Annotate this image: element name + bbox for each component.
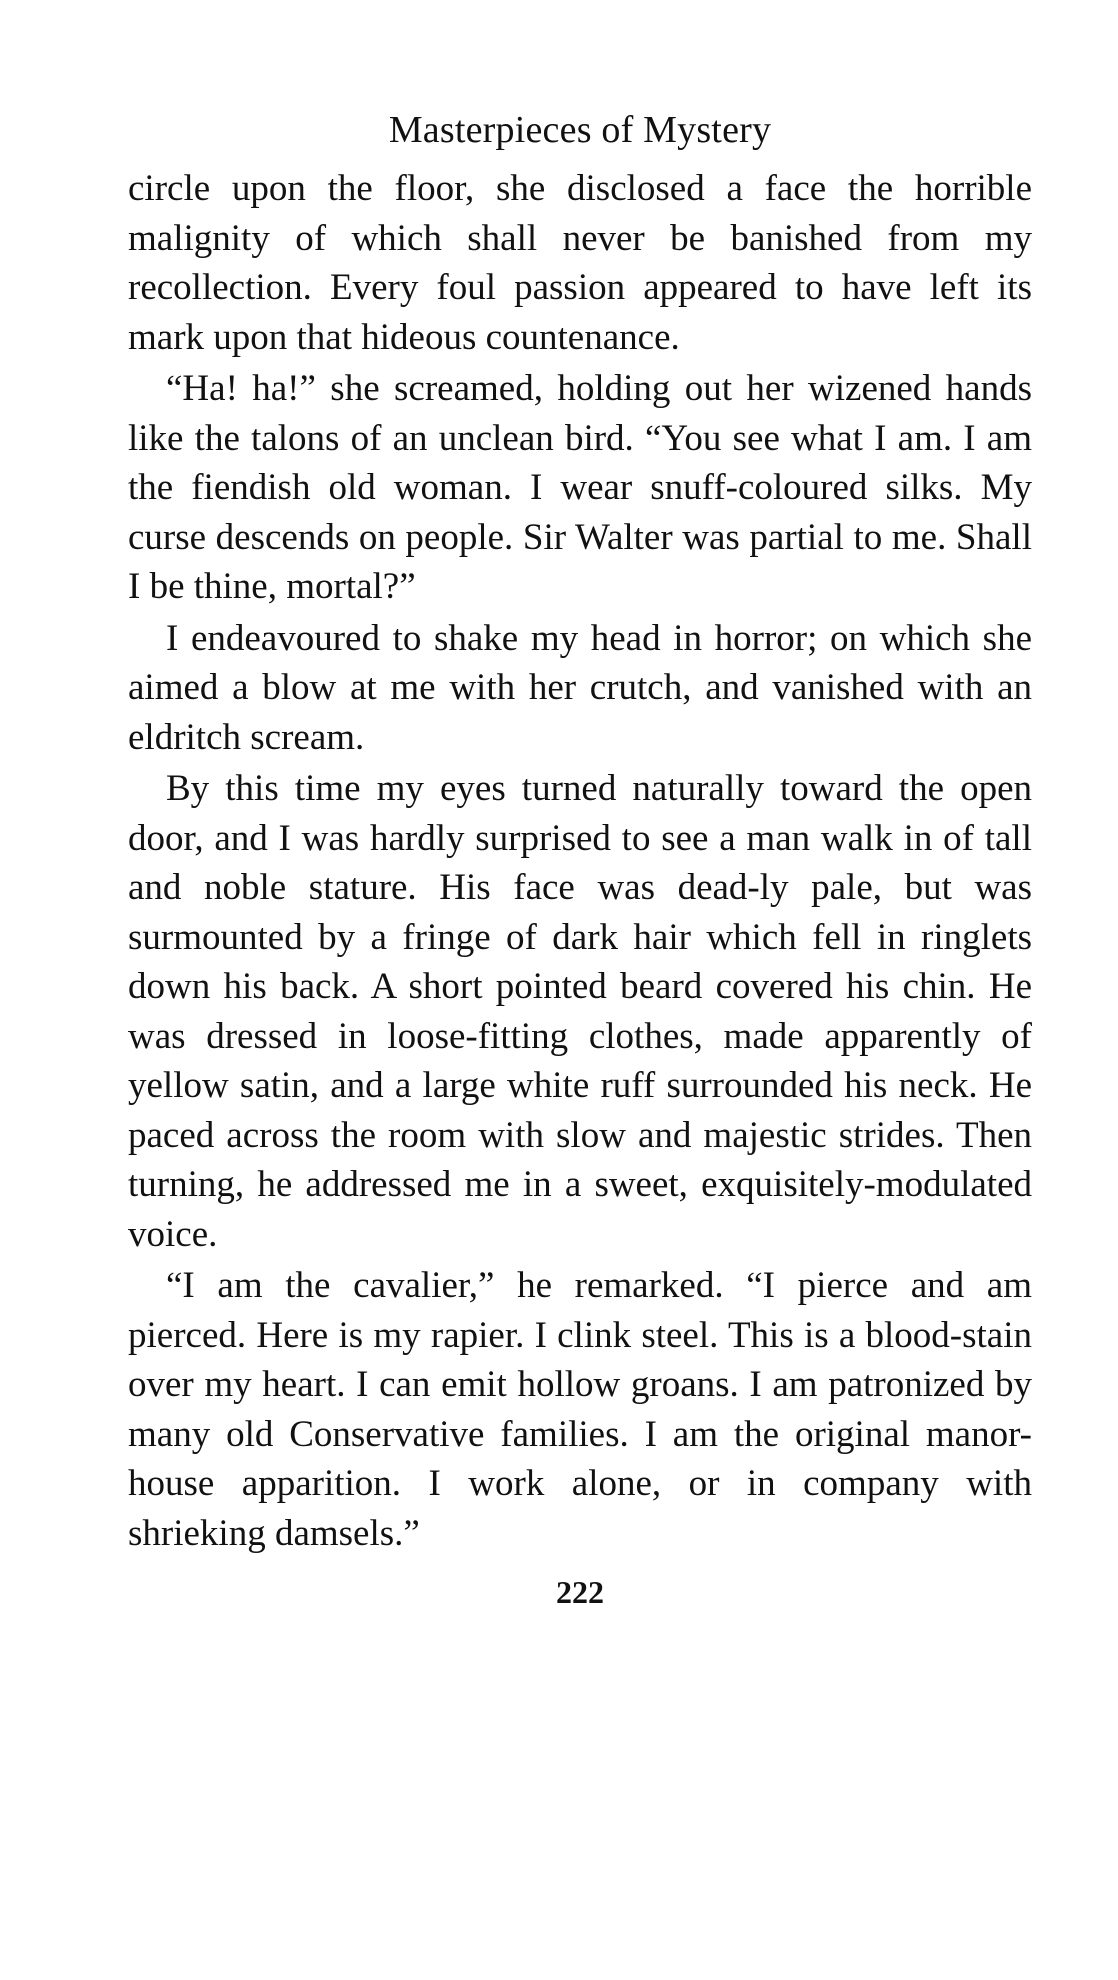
paragraph-old-woman-speech: “Ha! ha!” she screamed, holding out her wizened hands like the talons of an unclean bird. “You see what I am. I am the fiendish old woman. I wear snuff-coloured silks. My curse descends on people. Sir Walter was partial to me. Shall I be thine, mortal?” bbox=[128, 368, 1032, 607]
page-body bbox=[128, 164, 1032, 1558]
book-page bbox=[128, 100, 1032, 1612]
paragraph-cavalier-speech: “I am the cavalier,” he remarked. “I pierce and am pierced. Here is my rapier. I clink steel. This is a blood-stain over my heart. I can emit hollow groans. I am patronized by many old Conservative families. I am the original manor-house apparition. I work alone, or in company with shrieking damsels.” bbox=[128, 1265, 1032, 1554]
paragraph-vanishing: I endeavoured to shake my head in horror; on which she aimed a blow at me with her crutch, and vanished with an eldritch scream. bbox=[128, 617, 1032, 758]
paragraph-cavalier-entrance: By this time my eyes turned naturally toward the open door, and I was hardly surprised to see a man walk in of tall and noble stature. His face was dead-ly pale, but was surmounted by a fringe of dark hair which fell in ringlets down his back. A short pointed beard covered his chin. He was dressed in loose-fitting clothes, made apparently of yellow satin, and a large white ruff surrounded his neck. He paced across the room with slow and majestic strides. Then turning, he addressed me in a sweet, exquisitely-modulated voice. bbox=[128, 768, 1032, 1255]
paragraph-continuation: circle upon the floor, she disclosed a face the horrible malignity of which shall never be banished from my recollection. Every foul passion appeared to have left its mark upon that hideous countenance. bbox=[128, 168, 1032, 358]
page-number: 222 bbox=[556, 1574, 604, 1610]
running-title: Masterpieces of Mystery bbox=[388, 109, 772, 151]
